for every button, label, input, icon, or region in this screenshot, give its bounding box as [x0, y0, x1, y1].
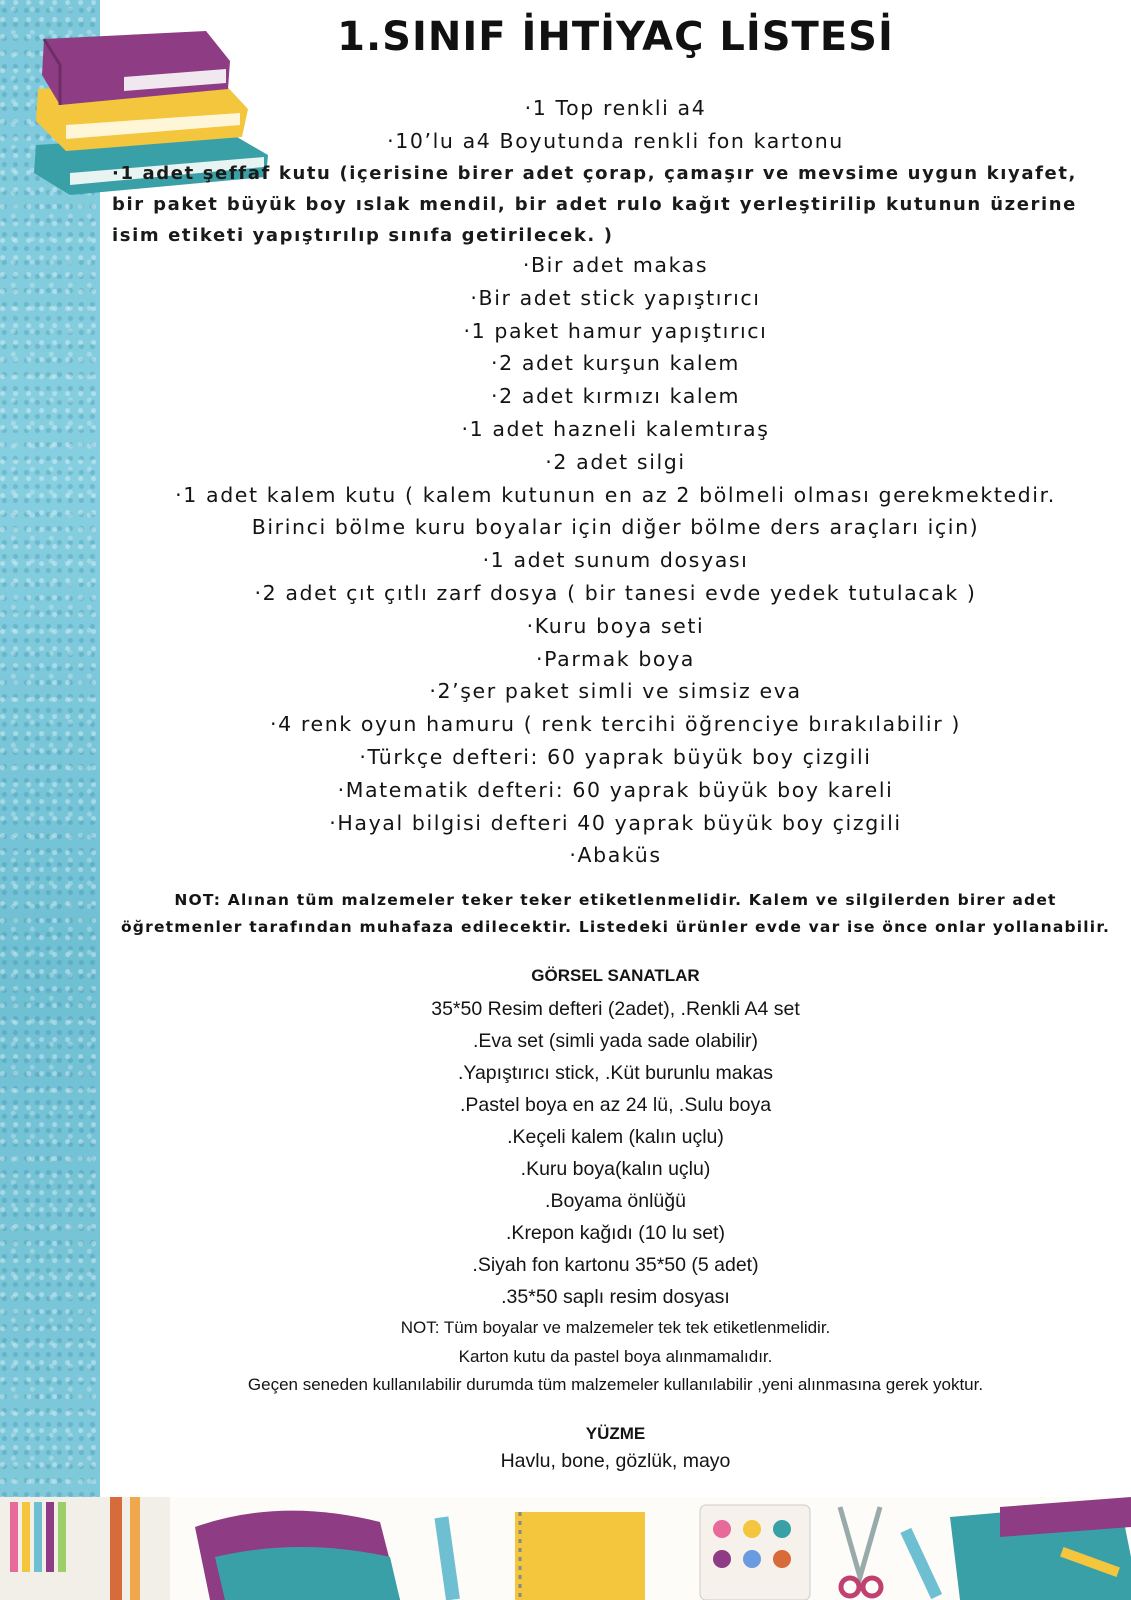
list-item: ·Bir adet makas — [522, 253, 709, 277]
transparent-box-paragraph: ·1 adet şeffaf kutu (içerisine birer adet çorap, çamaşır ve mevsime uygun kıyafet, bir paket büyük boy ıslak mendil, bir adet rulo kağıt yerleştirilip kutunun üzerine isim etiketi yapıştırılıp sınıfa getirilecek. ) — [112, 163, 1077, 246]
list-item: ·1 paket hamur yapıştırıcı — [463, 318, 768, 343]
list-item: ·10’lu a4 Boyutunda renkli fon kartonu — [387, 129, 844, 154]
swim-items: Havlu, bone, gözlük, mayo — [500, 1450, 731, 1472]
art-list-item: .Boyama önlüğü — [545, 1190, 686, 1212]
main-note-line: NOT: Alınan tüm malzemeler teker teker etiketlenmelidir. Kalem ve silgilerden birer adet — [174, 891, 1057, 909]
list-item: ·2 adet kırmızı kalem — [490, 384, 741, 409]
main-note — [100, 887, 1131, 941]
supply-list — [100, 249, 1131, 872]
art-list-item: .Siyah fon kartonu 35*50 (5 adet) — [472, 1254, 759, 1276]
list-item: ·2 adet çıt çıtlı zarf dosya ( bir tanesi evde yedek tutulacak ) — [254, 580, 977, 605]
list-item: ·Parmak boya — [536, 646, 695, 671]
notebook-icon — [515, 1512, 645, 1600]
striped-paper-icon — [0, 1497, 170, 1600]
art-list-item: .Krepon kağıdı (10 lu set) — [506, 1222, 725, 1244]
list-item: ·Hayal bilgisi defteri 40 yaprak büyük boy çizgili — [329, 810, 902, 835]
list-item: ·1 adet kalem kutu ( kalem kutunun en az 2 bölmeli olması gerekmektedir. — [175, 482, 1056, 507]
list-item: ·1 Top renkli a4 — [524, 96, 707, 120]
art-note-line: Karton kutu da pastel boya alınmamalıdır. — [458, 1346, 773, 1366]
pencil-case-icon — [195, 1511, 400, 1600]
swim-section-heading: YÜZME — [585, 1424, 646, 1443]
list-item: Birinci bölme kuru boyalar için diğer bölme ders araçları için) — [251, 515, 980, 540]
list-item: ·Türkçe defteri: 60 yaprak büyük boy çizgili — [359, 744, 872, 769]
art-list-item: .Keçeli kalem (kalın uçlu) — [507, 1126, 724, 1148]
watercolor-palette-icon — [700, 1505, 810, 1600]
art-list-item: 35*50 Resim defteri (2adet), .Renkli A4 set — [431, 998, 800, 1020]
supply-list-top — [100, 92, 1131, 159]
art-list-item: .Yapıştırıcı stick, .Küt burunlu makas — [457, 1062, 773, 1084]
art-note-line: Geçen seneden kullanılabilir durumda tüm malzemeler kullanılabilir ,yeni alınmasına gerek yoktur. — [247, 1375, 984, 1394]
side-watercolor-stripe — [0, 0, 100, 1600]
list-item: ·Abaküs — [569, 843, 662, 868]
list-item: ·2 adet silgi — [545, 449, 686, 474]
list-item: ·1 adet sunum dosyası — [482, 548, 749, 573]
list-item: ·Bir adet stick yapıştırıcı — [470, 285, 761, 310]
art-list-item: .Kuru boya(kalın uçlu) — [520, 1158, 711, 1180]
art-supply-list — [100, 993, 1131, 1313]
main-note-line: öğretmenler tarafından muhafaza edilecektir. Listedeki ürünler evde var ise önce onlar yollanabilir. — [120, 918, 1111, 936]
list-item: ·2’şer paket simli ve simsiz eva — [429, 679, 802, 704]
art-notes — [100, 1314, 1131, 1400]
art-list-item: .Eva set (simli yada sade olabilir) — [472, 1030, 759, 1052]
list-item: ·4 renk oyun hamuru ( renk tercihi öğrenciye bırakılabilir ) — [270, 712, 961, 737]
list-item: ·Kuru boya seti — [526, 613, 705, 638]
school-supplies-border — [0, 1497, 1131, 1600]
page-title: 1.SINIF İHTİYAÇ LİSTESİ — [337, 14, 894, 60]
art-list-item: .35*50 saplı resim dosyası — [501, 1286, 730, 1308]
list-item: ·2 adet kurşun kalem — [490, 351, 740, 376]
art-section-heading: GÖRSEL SANATLAR — [531, 966, 700, 985]
list-item: ·1 adet hazneli kalemtıraş — [461, 416, 770, 441]
art-list-item: .Pastel boya en az 24 lü, .Sulu boya — [459, 1094, 772, 1116]
list-item: ·Matematik defteri: 60 yaprak büyük boy kareli — [337, 777, 894, 802]
art-note-line: NOT: Tüm boyalar ve malzemeler tek tek etiketlenmelidir. — [400, 1318, 831, 1337]
